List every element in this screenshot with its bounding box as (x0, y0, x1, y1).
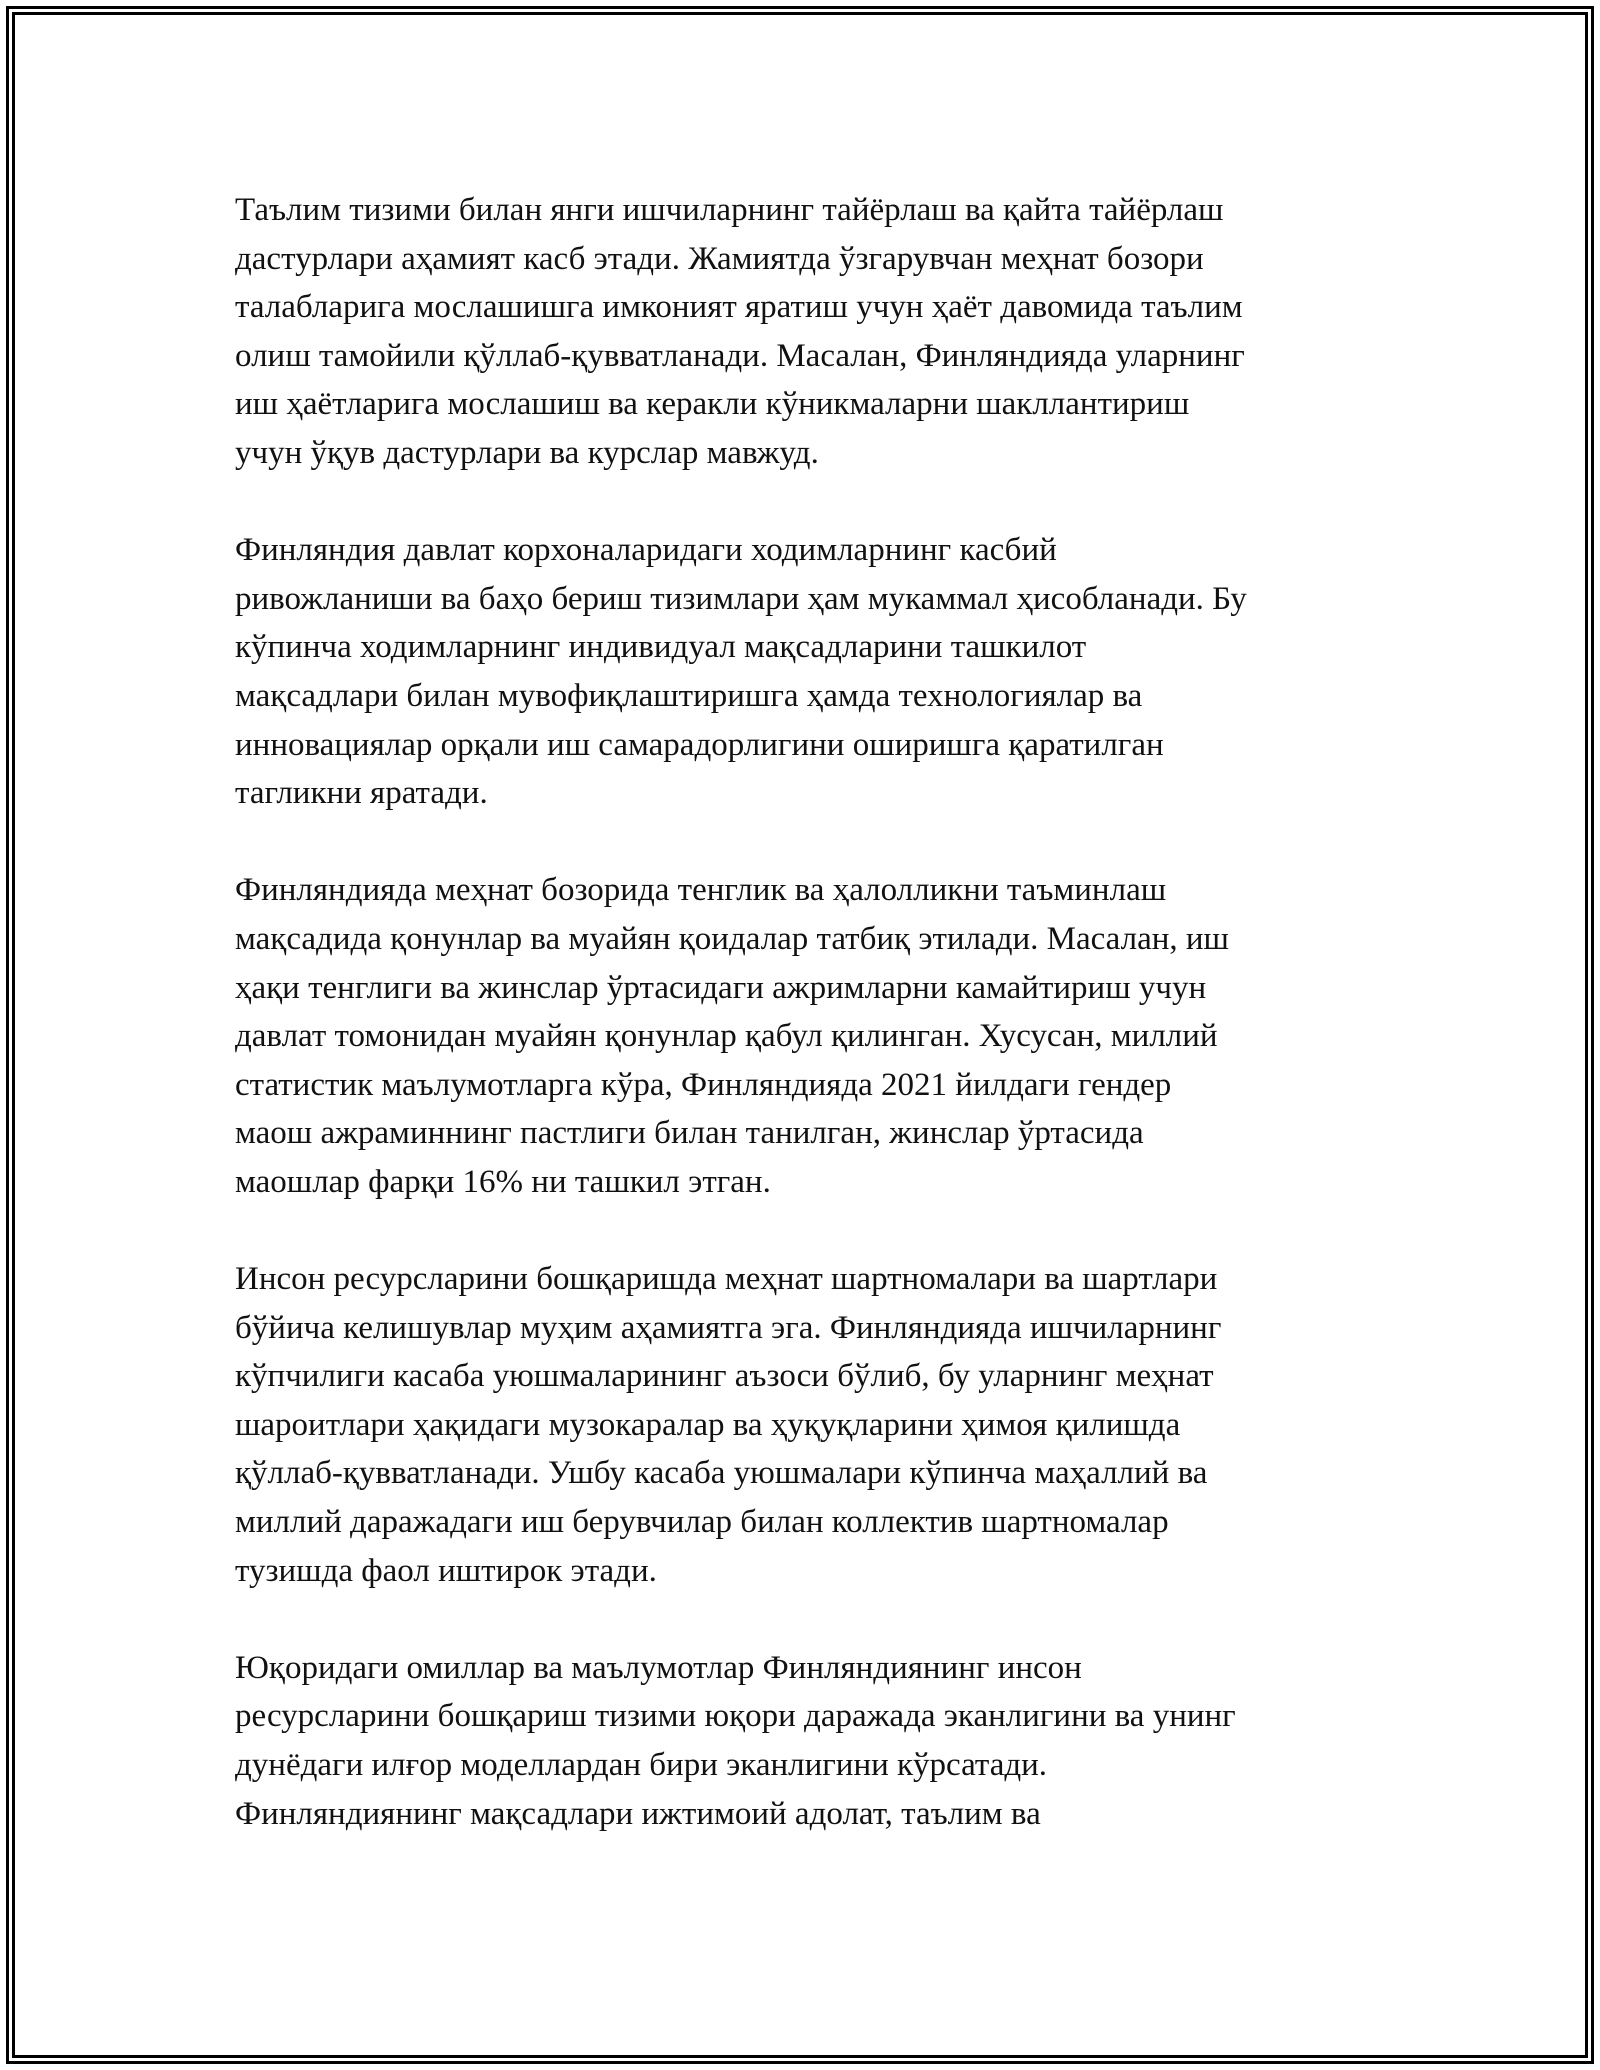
text-line: тузишда фаол иштирок этади. (235, 1552, 657, 1589)
text-line: Инсон ресурсларини бошқаришда меҳнат шартномалари ва шартлари (235, 1261, 1218, 1298)
paragraph (235, 526, 1385, 818)
text-line: кўпинча ходимларнинг индивидуал мақсадларини ташкилот (235, 629, 1087, 666)
text-line: ресурсларини бошқариш тизими юқори даражада эканлигини ва унинг (235, 1698, 1236, 1735)
text-line: иш ҳаётларига мослашиш ва керакли кўникмаларни шакллантириш (235, 386, 1190, 423)
text-line: инновациялар орқали иш самарадорлигини оширишга қаратилган (235, 726, 1164, 763)
text-line: мақсадлари билан мувофиқлаштиришга ҳамда технологиялар ва (235, 677, 1143, 714)
text-line: бўйича келишувлар муҳим аҳамиятга эга. Финляндияда ишчиларнинг (235, 1309, 1222, 1346)
text-line: Юқоридаги омиллар ва маълумотлар Финляндиянинг инсон (235, 1649, 1082, 1686)
text-line: Финляндиянинг мақсадлари ижтимоий адолат, таълим ва (235, 1795, 1041, 1832)
document-body (235, 186, 1385, 1887)
text-line: мақсадида қонунлар ва муайян қоидалар татбиқ этилади. Масалан, иш (235, 920, 1229, 957)
text-line: кўпчилиги касаба уюшмаларининг аъзоси бўлиб, бу уларнинг меҳнат (235, 1358, 1214, 1395)
text-line: тагликни яратади. (235, 775, 488, 812)
paragraph (235, 1644, 1385, 1838)
text-line: талабларига мослашишга имконият яратиш учун ҳаёт давомида таълим (235, 289, 1243, 326)
paragraph (235, 186, 1385, 478)
text-line: шароитлари ҳақидаги музокаралар ва ҳуқуқларини ҳимоя қилишда (235, 1406, 1181, 1443)
text-line: олиш тамойили қўллаб-қувватланади. Масалан, Финляндияда уларнинг (235, 337, 1245, 374)
text-line: учун ўқув дастурлари ва курслар мавжуд. (235, 434, 819, 471)
text-line: дунёдаги илғор моделлардан бири эканлигини кўрсатади. (235, 1747, 1048, 1783)
text-line: Финляндия давлат корхоналаридаги ходимларнинг касбий (235, 532, 1057, 569)
text-line: Таълим тизими билан янги ишчиларнинг тайёрлаш ва қайта тайёрлаш (235, 192, 1224, 228)
text-line: давлат томонидан муайян қонунлар қабул қилинган. Хусусан, миллий (235, 1018, 1218, 1055)
text-line: ҳақи тенглиги ва жинслар ўртасидаги ажримларни камайтириш учун (235, 969, 1207, 1006)
paragraph (235, 866, 1385, 1206)
text-line: дастурлари аҳамият касб этади. Жамиятда ўзгарувчан меҳнат бозори (235, 240, 1204, 277)
text-line: маош ажраминнинг пастлиги билан танилган, жинслар ўртасида (235, 1115, 1144, 1152)
text-line: Финляндияда меҳнат бозорида тенглик ва ҳалолликни таъминлаш (235, 872, 1167, 909)
paragraph (235, 1255, 1385, 1595)
text-line: қўллаб-қувватланади. Ушбу касаба уюшмалари кўпинча маҳаллий ва (235, 1455, 1208, 1492)
text-line: миллий даражадаги иш берувчилар билан коллектив шартномалар (235, 1504, 1169, 1541)
text-line: маошлар фарқи 16% ни ташкил этган. (235, 1163, 771, 1200)
text-line: статистик маълумотларга кўра, Финляндияда 2021 йилдаги гендер (235, 1066, 1172, 1103)
text-line: ривожланиши ва баҳо бериш тизимлари ҳам мукаммал ҳисобланади. Бу (235, 580, 1247, 617)
